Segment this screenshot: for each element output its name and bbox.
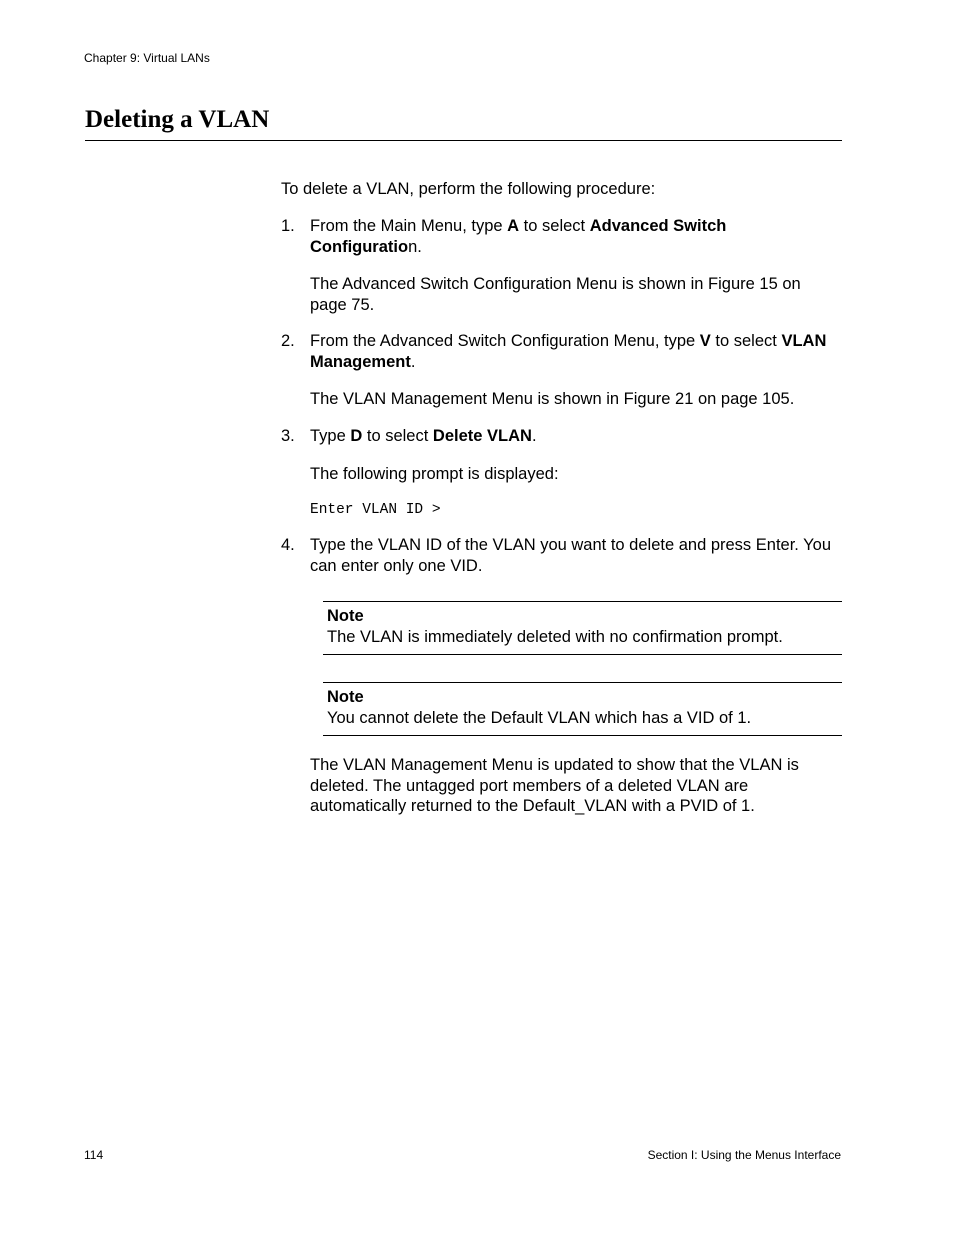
running-footer: Section I: Using the Menus Interface [647,1148,841,1162]
page-title: Deleting a VLAN [85,106,270,133]
step-text: Type the VLAN ID of the VLAN you want to delete and press Enter. You can enter only one VID. [310,536,831,575]
step-number: 1. [281,217,295,235]
step-3-detail: The following prompt is displayed: [310,465,559,483]
step-number: 2. [281,332,295,350]
note-text: The VLAN is immediately deleted with no confirmation prompt. [327,627,783,646]
note-title: Note [327,688,364,706]
step-2-detail: The VLAN Management Menu is shown in Figure 21 on page 105. [310,390,795,408]
note-box [323,601,842,655]
page-number: 114 [84,1148,104,1162]
running-header: Chapter 9: Virtual LANs [84,51,210,65]
note-box [323,682,842,736]
step-4 [281,535,841,577]
step-3 [281,426,841,448]
step-text: From the Advanced Switch Configuration Menu, type V to select VLAN Management. [310,332,827,371]
command-prompt: Enter VLAN ID > [310,502,441,518]
title-divider [85,140,842,141]
step-number: 4. [281,536,295,554]
step-2 [281,331,841,373]
note-text: You cannot delete the Default VLAN which has a VID of 1. [327,708,752,727]
note-title: Note [327,607,364,625]
step-1-detail: The Advanced Switch Configuration Menu is shown in Figure 15 on page 75. [310,275,801,314]
step-text: Type D to select Delete VLAN. [310,427,537,445]
intro-paragraph: To delete a VLAN, perform the following procedure: [281,180,656,198]
step-number: 3. [281,427,295,445]
step-1 [281,216,841,258]
closing-paragraph: The VLAN Management Menu is updated to show that the VLAN is deleted. The untagged port members of a deleted VLAN are automatically returned to the Default_VLAN with a PVID of 1. [310,756,799,815]
step-text: From the Main Menu, type A to select Advanced Switch Configuration. [310,217,727,256]
